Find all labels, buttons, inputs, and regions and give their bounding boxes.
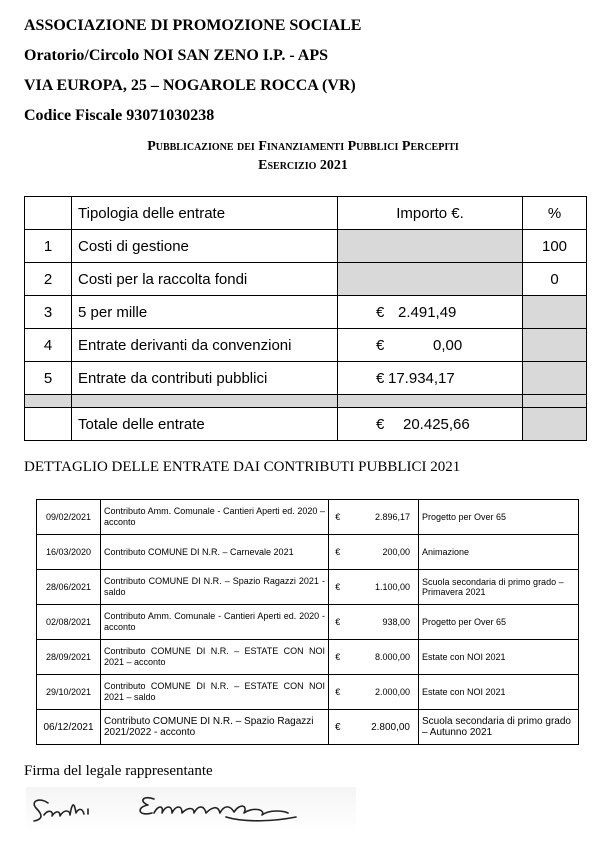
row-percent xyxy=(523,329,587,362)
table-spacer-row xyxy=(25,395,587,408)
table-row xyxy=(25,230,587,263)
spacer-cell xyxy=(25,395,72,408)
row-amount xyxy=(338,263,523,296)
table-row xyxy=(25,296,587,329)
row-label: Entrate da contributi pubblici xyxy=(72,362,338,395)
amount-value: 17.934,17 xyxy=(388,369,455,387)
description-cell: Contributo COMUNE DI N.R. – ESTATE CON NOI 2021 – saldo xyxy=(101,675,329,710)
association-type: ASSOCIAZIONE DI PROMOZIONE SOCIALE xyxy=(24,17,362,34)
table-header-row xyxy=(25,197,587,230)
currency-cell: € xyxy=(329,605,347,640)
currency-symbol: € xyxy=(376,415,385,433)
date-cell: 09/02/2021 xyxy=(37,500,101,535)
header-cell-importo: Importo €. xyxy=(338,197,523,230)
total-label: Totale delle entrate xyxy=(72,408,338,441)
row-number: 3 xyxy=(25,296,72,329)
row-label: 5 per mille xyxy=(72,296,338,329)
row-label: Costi di gestione xyxy=(72,230,338,263)
total-amount xyxy=(338,408,523,441)
amount-cell: 2.896,17 xyxy=(347,500,419,535)
amount-cell: 2.000,00 xyxy=(347,675,419,710)
header-cell-tipologia: Tipologia delle entrate xyxy=(72,197,338,230)
table-row xyxy=(37,570,579,605)
spacer-cell xyxy=(523,395,587,408)
fiscal-code: Codice Fiscale 93071030238 xyxy=(24,107,215,124)
amount-value: 2.491,49 xyxy=(398,303,457,321)
total-number-cell xyxy=(25,408,72,441)
currency-cell: € xyxy=(329,710,347,745)
amount-cell: 2.800,00 xyxy=(347,710,419,745)
table-row xyxy=(37,605,579,640)
association-address: VIA EUROPA, 25 – NOGAROLE ROCCA (VR) xyxy=(24,77,356,94)
note-cell: Progetto per Over 65 xyxy=(419,605,579,640)
row-label: Costi per la raccolta fondi xyxy=(72,263,338,296)
note-cell: Estate con NOI 2021 xyxy=(419,675,579,710)
document-title: Pubblicazione dei Finanziamenti Pubblici Percepiti xyxy=(147,139,459,154)
date-cell: 02/08/2021 xyxy=(37,605,101,640)
currency-cell: € xyxy=(329,535,347,570)
header-cell-number xyxy=(25,197,72,230)
spacer-cell xyxy=(72,395,338,408)
row-amount xyxy=(338,329,523,362)
row-number: 5 xyxy=(25,362,72,395)
currency-cell: € xyxy=(329,640,347,675)
row-number: 4 xyxy=(25,329,72,362)
row-percent: 100 xyxy=(523,230,587,263)
row-number: 1 xyxy=(25,230,72,263)
currency-symbol: € xyxy=(376,336,385,354)
note-cell: Estate con NOI 2021 xyxy=(419,640,579,675)
row-percent xyxy=(523,296,587,329)
table-row xyxy=(25,263,587,296)
table-row xyxy=(25,362,587,395)
amount-cell: 8.000,00 xyxy=(347,640,419,675)
spacer-cell xyxy=(338,395,523,408)
table-row xyxy=(37,675,579,710)
currency-cell: € xyxy=(329,570,347,605)
row-amount xyxy=(338,296,523,329)
amount-cell: 200,00 xyxy=(347,535,419,570)
note-cell: Progetto per Over 65 xyxy=(419,500,579,535)
header-cell-percent: % xyxy=(523,197,587,230)
amount-cell: 1.100,00 xyxy=(347,570,419,605)
date-cell: 28/09/2021 xyxy=(37,640,101,675)
income-summary-table xyxy=(24,196,587,441)
date-cell: 16/03/2020 xyxy=(37,535,101,570)
detail-section-title: DETTAGLIO DELLE ENTRATE DAI CONTRIBUTI PUBBLICI 2021 xyxy=(24,459,461,475)
description-cell: Contributo COMUNE DI N.R. – Spazio Ragazzi 2021 - saldo xyxy=(101,570,329,605)
description-cell: Contributo COMUNE DI N.R. – Carnevale 2021 xyxy=(101,535,329,570)
table-row xyxy=(37,640,579,675)
amount-cell: 938,00 xyxy=(347,605,419,640)
row-percent: 0 xyxy=(523,263,587,296)
association-name: Oratorio/Circolo NOI SAN ZENO I.P. - APS xyxy=(24,47,329,64)
note-cell: Scuola secondaria di primo grado – Autunno 2021 xyxy=(419,710,579,745)
row-amount xyxy=(338,230,523,263)
total-percent xyxy=(523,408,587,441)
handwritten-signature xyxy=(26,783,356,831)
date-cell: 28/06/2021 xyxy=(37,570,101,605)
signature-label: Firma del legale rappresentante xyxy=(24,763,213,779)
date-cell: 29/10/2021 xyxy=(37,675,101,710)
table-row xyxy=(37,500,579,535)
table-row xyxy=(37,710,579,745)
note-cell: Scuola secondaria di primo grado – Primavera 2021 xyxy=(419,570,579,605)
row-label: Entrate derivanti da convenzioni xyxy=(72,329,338,362)
amount-value: 0,00 xyxy=(433,336,463,354)
note-cell: Animazione xyxy=(419,535,579,570)
table-total-row xyxy=(25,408,587,441)
description-cell: Contributo Amm. Comunale - Cantieri Aperti ed. 2020 - acconto xyxy=(101,605,329,640)
currency-cell: € xyxy=(329,675,347,710)
row-amount xyxy=(338,362,523,395)
currency-symbol: € xyxy=(376,303,385,321)
currency-symbol: € xyxy=(376,369,385,387)
date-cell: 06/12/2021 xyxy=(37,710,101,745)
row-percent xyxy=(523,362,587,395)
public-contributions-table xyxy=(36,499,579,745)
table-row xyxy=(25,329,587,362)
document-subtitle: Esercizio 2021 xyxy=(258,158,348,173)
row-number: 2 xyxy=(25,263,72,296)
table-row xyxy=(37,535,579,570)
amount-value: 20.425,66 xyxy=(403,415,470,433)
currency-cell: € xyxy=(329,500,347,535)
description-cell: Contributo COMUNE DI N.R. – ESTATE CON NOI 2021 – acconto xyxy=(101,640,329,675)
description-cell: Contributo Amm. Comunale - Cantieri Aperti ed. 2020 – acconto xyxy=(101,500,329,535)
description-cell: Contributo COMUNE DI N.R. – Spazio Ragazzi 2021/2022 - acconto xyxy=(101,710,329,745)
